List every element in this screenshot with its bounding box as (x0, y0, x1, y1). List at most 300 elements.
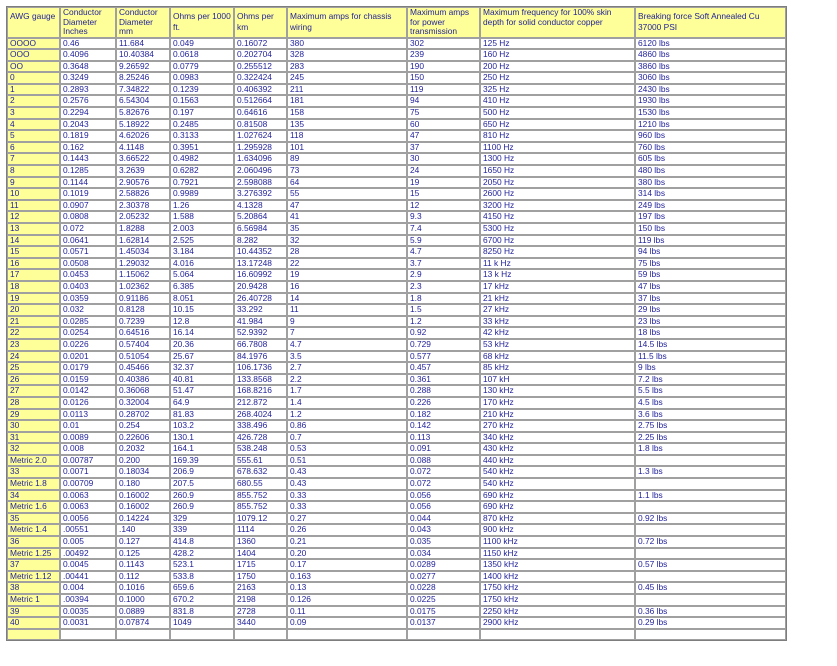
cell-awg-gauge: 26 (7, 374, 60, 386)
cell-max-amps-chassis (287, 629, 407, 641)
cell-max-frequency: 210 kHz (480, 409, 635, 421)
cell-breaking-force: 1530 lbs (635, 107, 786, 119)
cell-ohms-per-1000ft: 207.5 (170, 478, 234, 490)
cell-ohms-per-1000ft: 4.016 (170, 258, 234, 270)
cell-breaking-force: 314 lbs (635, 188, 786, 200)
cell-diameter-inches: 0.01 (60, 420, 116, 432)
table-row (7, 536, 786, 548)
cell-ohms-per-km: 133.8568 (234, 374, 287, 386)
table-row (7, 420, 786, 432)
cell-breaking-force: 249 lbs (635, 200, 786, 212)
cell-ohms-per-1000ft: 0.3133 (170, 130, 234, 142)
cell-max-amps-chassis: 2.7 (287, 362, 407, 374)
cell-max-frequency: 650 Hz (480, 119, 635, 131)
cell-diameter-mm: 2.90576 (116, 177, 170, 189)
table-row (7, 397, 786, 409)
cell-max-amps-power: 0.056 (407, 490, 480, 502)
cell-max-amps-chassis: 0.27 (287, 513, 407, 525)
cell-awg-gauge: 4 (7, 119, 60, 131)
cell-max-amps-chassis: 1.2 (287, 409, 407, 421)
cell-max-frequency: 130 kHz (480, 385, 635, 397)
cell-ohms-per-1000ft: 0.9989 (170, 188, 234, 200)
cell-diameter-mm: 1.8288 (116, 223, 170, 235)
table-row (7, 606, 786, 618)
cell-max-amps-chassis: 22 (287, 258, 407, 270)
cell-max-amps-power: 302 (407, 38, 480, 50)
header-max-frequency-skin-depth: Maximum frequency for 100% skin depth for solid conductor copper (480, 7, 635, 38)
cell-diameter-mm: 0.1016 (116, 582, 170, 594)
cell-diameter-inches: 0.0808 (60, 211, 116, 223)
cell-ohms-per-1000ft: 329 (170, 513, 234, 525)
cell-breaking-force: 760 lbs (635, 142, 786, 154)
cell-awg-gauge: 15 (7, 246, 60, 258)
cell-diameter-inches: 0.0063 (60, 501, 116, 513)
cell-max-amps-chassis: 0.26 (287, 524, 407, 536)
cell-ohms-per-1000ft (170, 629, 234, 641)
table-row (7, 258, 786, 270)
table-row (7, 327, 786, 339)
cell-ohms-per-1000ft: 0.1563 (170, 95, 234, 107)
cell-ohms-per-1000ft: 130.1 (170, 432, 234, 444)
cell-max-frequency: 3200 Hz (480, 200, 635, 212)
cell-max-frequency: 1750 kHz (480, 582, 635, 594)
cell-max-amps-power: 1.5 (407, 304, 480, 316)
cell-awg-gauge: 17 (7, 269, 60, 281)
cell-breaking-force: 4860 lbs (635, 49, 786, 61)
cell-diameter-mm: 0.28702 (116, 409, 170, 421)
cell-ohms-per-km: 52.9392 (234, 327, 287, 339)
cell-breaking-force (635, 524, 786, 536)
cell-breaking-force (635, 501, 786, 513)
cell-max-frequency: 125 Hz (480, 38, 635, 50)
cell-max-amps-chassis: 0.33 (287, 501, 407, 513)
cell-awg-gauge: 2 (7, 95, 60, 107)
cell-breaking-force: 11.5 lbs (635, 351, 786, 363)
cell-max-amps-chassis: 0.17 (287, 559, 407, 571)
cell-awg-gauge: Metric 1.25 (7, 548, 60, 560)
cell-diameter-mm: 1.62814 (116, 235, 170, 247)
cell-diameter-inches: 0.0508 (60, 258, 116, 270)
cell-max-amps-power: 19 (407, 177, 480, 189)
cell-max-frequency: 540 kHz (480, 466, 635, 478)
cell-ohms-per-km: 1079.12 (234, 513, 287, 525)
cell-max-amps-power: 239 (407, 49, 480, 61)
cell-diameter-inches: 0.4096 (60, 49, 116, 61)
cell-max-frequency: 21 kHz (480, 293, 635, 305)
cell-diameter-inches: 0.008 (60, 443, 116, 455)
cell-max-frequency: 4150 Hz (480, 211, 635, 223)
cell-max-amps-power: 0.043 (407, 524, 480, 536)
cell-max-amps-power: 0.0175 (407, 606, 480, 618)
cell-max-frequency: 250 Hz (480, 72, 635, 84)
cell-breaking-force: 75 lbs (635, 258, 786, 270)
cell-ohms-per-1000ft: 260.9 (170, 490, 234, 502)
cell-max-amps-chassis: 16 (287, 281, 407, 293)
cell-max-amps-power: 1.8 (407, 293, 480, 305)
cell-ohms-per-1000ft: 25.67 (170, 351, 234, 363)
cell-ohms-per-1000ft: 3.184 (170, 246, 234, 258)
cell-max-frequency: 6700 Hz (480, 235, 635, 247)
cell-awg-gauge: Metric 1.4 (7, 524, 60, 536)
cell-ohms-per-km: 41.984 (234, 316, 287, 328)
cell-max-amps-chassis: 64 (287, 177, 407, 189)
table-row (7, 466, 786, 478)
table-row (7, 188, 786, 200)
cell-max-amps-power: 0.088 (407, 455, 480, 467)
cell-diameter-inches (60, 629, 116, 641)
cell-awg-gauge: 0 (7, 72, 60, 84)
table-row (7, 385, 786, 397)
cell-max-amps-power: 30 (407, 153, 480, 165)
cell-breaking-force: 380 lbs (635, 177, 786, 189)
cell-ohms-per-1000ft: 0.7921 (170, 177, 234, 189)
cell-diameter-inches: 0.1285 (60, 165, 116, 177)
cell-max-amps-chassis: 11 (287, 304, 407, 316)
cell-max-amps-chassis: 35 (287, 223, 407, 235)
cell-diameter-mm: 2.58826 (116, 188, 170, 200)
cell-breaking-force: 1210 lbs (635, 119, 786, 131)
header-diameter-mm: Conductor Diameter mm (116, 7, 170, 38)
cell-diameter-inches: 0.0254 (60, 327, 116, 339)
cell-max-frequency: 27 kHz (480, 304, 635, 316)
cell-ohms-per-1000ft: 81.83 (170, 409, 234, 421)
table-row (7, 559, 786, 571)
cell-diameter-inches: 0.1819 (60, 130, 116, 142)
cell-ohms-per-km: 106.1736 (234, 362, 287, 374)
cell-diameter-inches: 0.0907 (60, 200, 116, 212)
cell-breaking-force: 960 lbs (635, 130, 786, 142)
cell-max-amps-chassis: 0.86 (287, 420, 407, 432)
cell-diameter-inches: .00394 (60, 594, 116, 606)
cell-awg-gauge: 39 (7, 606, 60, 618)
cell-diameter-mm: 9.26592 (116, 61, 170, 73)
cell-max-amps-power: 0.034 (407, 548, 480, 560)
table-row (7, 153, 786, 165)
cell-diameter-mm: 11.684 (116, 38, 170, 50)
cell-breaking-force: 2.25 lbs (635, 432, 786, 444)
cell-ohms-per-km: 1715 (234, 559, 287, 571)
cell-max-frequency: 900 kHz (480, 524, 635, 536)
cell-max-amps-power: 1.2 (407, 316, 480, 328)
cell-ohms-per-1000ft: 0.3951 (170, 142, 234, 154)
cell-ohms-per-1000ft: 12.8 (170, 316, 234, 328)
cell-max-amps-power: 0.182 (407, 409, 480, 421)
cell-max-frequency: 107 kH (480, 374, 635, 386)
cell-max-frequency: 170 kHz (480, 397, 635, 409)
cell-ohms-per-km: 855.752 (234, 490, 287, 502)
cell-diameter-inches: 0.0045 (60, 559, 116, 571)
table-row (7, 130, 786, 142)
cell-max-amps-power: 37 (407, 142, 480, 154)
cell-awg-gauge: 10 (7, 188, 60, 200)
cell-breaking-force: 18 lbs (635, 327, 786, 339)
cell-max-frequency: 85 kHz (480, 362, 635, 374)
cell-awg-gauge: 13 (7, 223, 60, 235)
cell-diameter-inches: 0.0056 (60, 513, 116, 525)
cell-diameter-inches: 0.0179 (60, 362, 116, 374)
cell-max-amps-power: 60 (407, 119, 480, 131)
cell-max-frequency: 690 kHz (480, 501, 635, 513)
cell-diameter-inches: 0.2294 (60, 107, 116, 119)
cell-max-amps-power: 0.361 (407, 374, 480, 386)
cell-diameter-mm: 10.40384 (116, 49, 170, 61)
cell-max-amps-power: 0.226 (407, 397, 480, 409)
cell-diameter-mm: 0.57404 (116, 339, 170, 351)
cell-breaking-force: 0.36 lbs (635, 606, 786, 618)
cell-ohms-per-1000ft: 659.6 (170, 582, 234, 594)
cell-diameter-inches: 0.2043 (60, 119, 116, 131)
cell-ohms-per-km: 2.060496 (234, 165, 287, 177)
cell-breaking-force: 150 lbs (635, 223, 786, 235)
cell-ohms-per-km: 338.496 (234, 420, 287, 432)
cell-diameter-inches: 0.0571 (60, 246, 116, 258)
cell-max-amps-power: 2.3 (407, 281, 480, 293)
cell-diameter-inches: .00492 (60, 548, 116, 560)
cell-max-frequency: 1100 kHz (480, 536, 635, 548)
cell-ohms-per-1000ft: 51.47 (170, 385, 234, 397)
table-row (7, 443, 786, 455)
cell-max-amps-chassis: 0.11 (287, 606, 407, 618)
cell-ohms-per-1000ft: 0.0983 (170, 72, 234, 84)
cell-max-amps-power: 0.072 (407, 466, 480, 478)
cell-diameter-mm: 4.1148 (116, 142, 170, 154)
cell-awg-gauge: OO (7, 61, 60, 73)
cell-ohms-per-1000ft: 206.9 (170, 466, 234, 478)
cell-ohms-per-1000ft: 103.2 (170, 420, 234, 432)
table-row (7, 339, 786, 351)
cell-ohms-per-km: 20.9428 (234, 281, 287, 293)
cell-max-frequency: 325 Hz (480, 84, 635, 96)
cell-ohms-per-km: 13.17248 (234, 258, 287, 270)
cell-max-amps-chassis: 0.163 (287, 571, 407, 583)
cell-diameter-inches: 0.032 (60, 304, 116, 316)
cell-max-amps-power: 0.0277 (407, 571, 480, 583)
cell-ohms-per-1000ft: 533.8 (170, 571, 234, 583)
cell-breaking-force: 0.72 lbs (635, 536, 786, 548)
table-row (7, 142, 786, 154)
cell-awg-gauge: 22 (7, 327, 60, 339)
cell-awg-gauge: 31 (7, 432, 60, 444)
cell-awg-gauge: 16 (7, 258, 60, 270)
cell-breaking-force: 1.1 lbs (635, 490, 786, 502)
table-row (7, 72, 786, 84)
table-row (7, 432, 786, 444)
cell-max-frequency: 2050 Hz (480, 177, 635, 189)
cell-max-amps-chassis: 0.33 (287, 490, 407, 502)
cell-breaking-force: 7.2 lbs (635, 374, 786, 386)
cell-ohms-per-km: 680.55 (234, 478, 287, 490)
cell-ohms-per-km: 2198 (234, 594, 287, 606)
cell-awg-gauge: Metric 1.8 (7, 478, 60, 490)
cell-awg-gauge: 6 (7, 142, 60, 154)
cell-awg-gauge: 40 (7, 617, 60, 629)
cell-ohms-per-1000ft: 164.1 (170, 443, 234, 455)
cell-diameter-inches: 0.00787 (60, 455, 116, 467)
cell-breaking-force (635, 478, 786, 490)
cell-max-amps-power: 0.288 (407, 385, 480, 397)
cell-max-amps-power: 0.577 (407, 351, 480, 363)
cell-max-amps-chassis: 0.7 (287, 432, 407, 444)
cell-ohms-per-km: 426.728 (234, 432, 287, 444)
cell-breaking-force: 1.3 lbs (635, 466, 786, 478)
cell-max-frequency: 1750 kHz (480, 594, 635, 606)
cell-ohms-per-km: 2728 (234, 606, 287, 618)
cell-max-amps-power: 4.7 (407, 246, 480, 258)
table-row (7, 84, 786, 96)
cell-breaking-force: 37 lbs (635, 293, 786, 305)
awg-wire-table-container (6, 6, 787, 641)
cell-breaking-force: 0.57 lbs (635, 559, 786, 571)
cell-max-frequency: 2900 kHz (480, 617, 635, 629)
cell-max-frequency: 2250 kHz (480, 606, 635, 618)
cell-diameter-mm: 1.29032 (116, 258, 170, 270)
cell-max-amps-chassis: 7 (287, 327, 407, 339)
cell-awg-gauge: OOOO (7, 38, 60, 50)
cell-max-amps-power: 94 (407, 95, 480, 107)
table-row (7, 316, 786, 328)
cell-diameter-mm: .140 (116, 524, 170, 536)
cell-diameter-mm: 0.8128 (116, 304, 170, 316)
table-row (7, 49, 786, 61)
cell-diameter-inches: 0.0201 (60, 351, 116, 363)
cell-diameter-mm: 2.05232 (116, 211, 170, 223)
table-row (7, 548, 786, 560)
table-row (7, 246, 786, 258)
cell-ohms-per-km: 1114 (234, 524, 287, 536)
cell-max-frequency: 430 kHz (480, 443, 635, 455)
cell-ohms-per-1000ft: 414.8 (170, 536, 234, 548)
cell-awg-gauge: 33 (7, 466, 60, 478)
cell-breaking-force: 0.45 lbs (635, 582, 786, 594)
cell-diameter-mm: 0.16002 (116, 490, 170, 502)
cell-diameter-mm: 0.91186 (116, 293, 170, 305)
cell-max-frequency: 1300 Hz (480, 153, 635, 165)
cell-awg-gauge: 9 (7, 177, 60, 189)
cell-max-amps-power: 0.0225 (407, 594, 480, 606)
cell-max-frequency: 42 kHz (480, 327, 635, 339)
cell-max-amps-power: 9.3 (407, 211, 480, 223)
cell-max-amps-chassis: 0.53 (287, 443, 407, 455)
cell-max-amps-chassis: 3.5 (287, 351, 407, 363)
cell-diameter-mm: 0.127 (116, 536, 170, 548)
cell-awg-gauge: 35 (7, 513, 60, 525)
table-row (7, 223, 786, 235)
cell-diameter-inches: 0.0113 (60, 409, 116, 421)
cell-diameter-mm: 3.66522 (116, 153, 170, 165)
cell-ohms-per-km: 0.81508 (234, 119, 287, 131)
cell-breaking-force: 1.8 lbs (635, 443, 786, 455)
table-header-row (7, 7, 786, 38)
cell-awg-gauge (7, 629, 60, 641)
cell-diameter-inches: 0.0159 (60, 374, 116, 386)
cell-ohms-per-km: 1404 (234, 548, 287, 560)
cell-breaking-force (635, 571, 786, 583)
cell-diameter-inches: 0.0063 (60, 490, 116, 502)
cell-ohms-per-km: 16.60992 (234, 269, 287, 281)
header-max-amps-power: Maximum amps for power transmission (407, 7, 480, 38)
cell-max-amps-power: 47 (407, 130, 480, 142)
cell-max-frequency: 340 kHz (480, 432, 635, 444)
cell-ohms-per-km: 212.872 (234, 397, 287, 409)
cell-diameter-mm: 4.62026 (116, 130, 170, 142)
cell-ohms-per-km: 855.752 (234, 501, 287, 513)
table-row (7, 513, 786, 525)
cell-ohms-per-1000ft: 831.8 (170, 606, 234, 618)
cell-max-frequency: 17 kHz (480, 281, 635, 293)
table-row (7, 524, 786, 536)
cell-ohms-per-1000ft: 2.525 (170, 235, 234, 247)
cell-max-frequency: 53 kHz (480, 339, 635, 351)
cell-breaking-force: 197 lbs (635, 211, 786, 223)
table-row (7, 490, 786, 502)
cell-diameter-mm: 0.254 (116, 420, 170, 432)
cell-ohms-per-1000ft: 1.588 (170, 211, 234, 223)
cell-diameter-inches: 0.00709 (60, 478, 116, 490)
table-body (7, 38, 786, 641)
cell-max-amps-chassis: 283 (287, 61, 407, 73)
table-row (7, 38, 786, 50)
cell-max-amps-power: 15 (407, 188, 480, 200)
table-row (7, 362, 786, 374)
cell-max-amps-chassis: 28 (287, 246, 407, 258)
cell-diameter-inches: 0.1019 (60, 188, 116, 200)
cell-max-frequency: 1100 Hz (480, 142, 635, 154)
cell-diameter-inches: 0.0226 (60, 339, 116, 351)
cell-ohms-per-1000ft: 0.1239 (170, 84, 234, 96)
cell-ohms-per-km: 2163 (234, 582, 287, 594)
cell-diameter-inches: 0.0285 (60, 316, 116, 328)
cell-ohms-per-km: 0.16072 (234, 38, 287, 50)
cell-diameter-mm: 0.07874 (116, 617, 170, 629)
cell-ohms-per-km: 0.512664 (234, 95, 287, 107)
table-row (7, 582, 786, 594)
cell-max-amps-power: 150 (407, 72, 480, 84)
cell-max-amps-chassis: 1.7 (287, 385, 407, 397)
cell-awg-gauge: Metric 1.12 (7, 571, 60, 583)
cell-max-amps-chassis: 4.7 (287, 339, 407, 351)
cell-max-amps-power: 12 (407, 200, 480, 212)
cell-diameter-inches: 0.3249 (60, 72, 116, 84)
cell-diameter-mm: 7.34822 (116, 84, 170, 96)
cell-ohms-per-1000ft: 0.0779 (170, 61, 234, 73)
cell-breaking-force: 14.5 lbs (635, 339, 786, 351)
cell-max-amps-chassis: 0.21 (287, 536, 407, 548)
cell-max-frequency: 690 kHz (480, 490, 635, 502)
cell-diameter-inches: 0.005 (60, 536, 116, 548)
cell-diameter-inches: 0.3648 (60, 61, 116, 73)
cell-ohms-per-km: 66.7808 (234, 339, 287, 351)
cell-diameter-inches: 0.004 (60, 582, 116, 594)
cell-ohms-per-1000ft: 339 (170, 524, 234, 536)
header-max-amps-chassis: Maximum amps for chassis wiring (287, 7, 407, 38)
cell-awg-gauge: 21 (7, 316, 60, 328)
cell-max-amps-chassis: 211 (287, 84, 407, 96)
cell-ohms-per-km: 0.64616 (234, 107, 287, 119)
cell-diameter-inches: 0.0142 (60, 385, 116, 397)
cell-max-amps-chassis: 380 (287, 38, 407, 50)
header-breaking-force: Breaking force Soft Annealed Cu 37000 PSI (635, 7, 786, 38)
cell-max-amps-power: 0.113 (407, 432, 480, 444)
cell-max-amps-power: 0.457 (407, 362, 480, 374)
table-row (7, 177, 786, 189)
cell-max-frequency: 1150 kHz (480, 548, 635, 560)
table-row (7, 211, 786, 223)
cell-diameter-inches: .00441 (60, 571, 116, 583)
cell-diameter-inches: 0.0403 (60, 281, 116, 293)
cell-ohms-per-km: 0.322424 (234, 72, 287, 84)
table-row (7, 501, 786, 513)
cell-max-amps-chassis: 0.43 (287, 466, 407, 478)
